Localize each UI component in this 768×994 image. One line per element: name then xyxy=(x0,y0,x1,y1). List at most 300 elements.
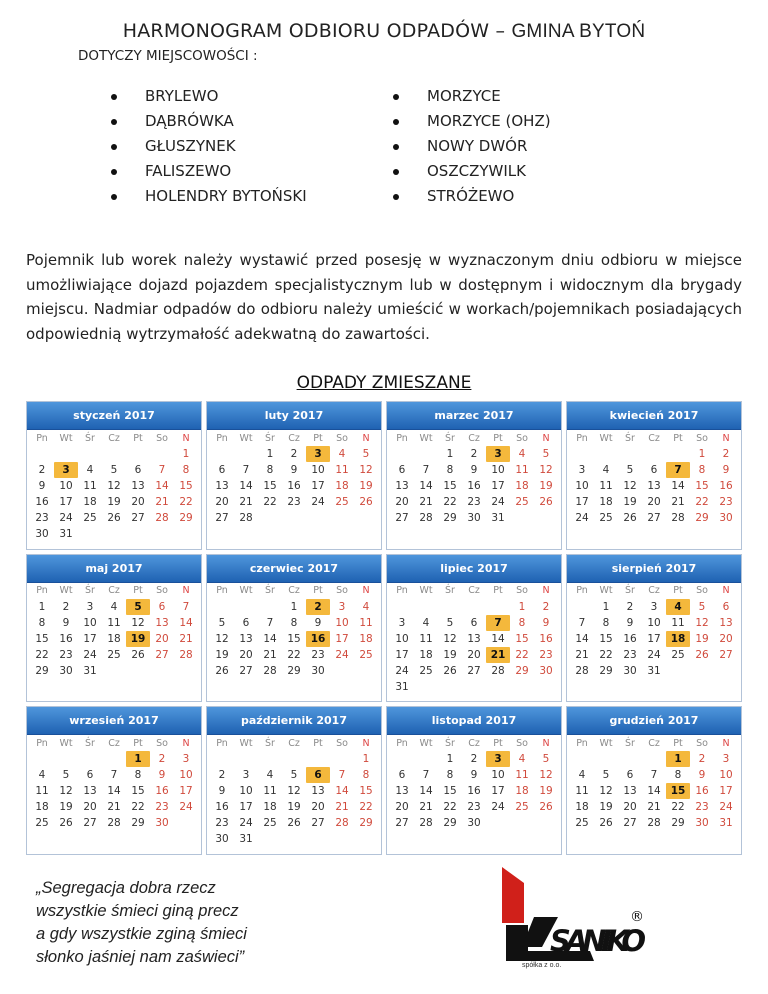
day-cell: 7 xyxy=(338,769,346,782)
day-cell: 6 xyxy=(650,464,658,476)
pickup-day: 5 xyxy=(126,599,150,615)
day-cell: 19 xyxy=(539,785,553,798)
weekday-label: Wt xyxy=(239,737,253,749)
weekday-label: Śr xyxy=(625,585,635,597)
day-cell: 21 xyxy=(419,801,433,814)
day-cell: 3 xyxy=(182,753,190,766)
day-cell: 27 xyxy=(155,648,169,661)
month-title: maj 2017 xyxy=(27,555,201,583)
day-cell: 17 xyxy=(179,785,193,798)
day-cell: 14 xyxy=(335,785,349,798)
weekday-label: Cz xyxy=(108,432,120,444)
day-cell: 5 xyxy=(542,448,550,460)
empty-cell xyxy=(150,446,174,462)
weekday-label: Śr xyxy=(265,432,275,444)
day-cell: 20 xyxy=(155,632,169,645)
day-cell: 23 xyxy=(59,648,73,661)
day-cell: 10 xyxy=(311,464,325,476)
day-cell: 15 xyxy=(515,632,529,645)
day-cell: 27 xyxy=(719,648,733,661)
day-cell: 16 xyxy=(35,496,49,508)
logo-red-flag-shape xyxy=(502,867,524,923)
day-cell: 26 xyxy=(287,817,301,830)
empty-cell xyxy=(258,751,282,767)
day-cell: 26 xyxy=(623,512,637,524)
empty-cell xyxy=(210,751,234,767)
pickup-day: 18 xyxy=(666,631,690,647)
day-cell: 30 xyxy=(539,664,553,677)
day-cell: 17 xyxy=(491,785,505,798)
day-cell: 17 xyxy=(83,632,97,645)
day-cell: 8 xyxy=(134,769,142,782)
day-cell: 31 xyxy=(239,833,253,846)
empty-cell xyxy=(594,446,618,462)
day-cell: 28 xyxy=(575,664,589,677)
weekday-label: N xyxy=(722,432,730,444)
weekday-label: So xyxy=(336,737,348,749)
day-cell: 3 xyxy=(650,600,658,613)
weekday-label: So xyxy=(696,432,708,444)
weekday-label: Śr xyxy=(265,737,275,749)
day-cell: 7 xyxy=(422,464,430,476)
day-grid xyxy=(207,599,381,679)
day-cell: 27 xyxy=(467,664,481,677)
day-grid xyxy=(387,446,561,526)
day-cell: 31 xyxy=(395,680,409,693)
day-cell: 18 xyxy=(335,480,349,492)
day-cell: 30 xyxy=(311,664,325,677)
weekday-label: So xyxy=(156,585,168,597)
month-title: sierpień 2017 xyxy=(567,555,741,583)
day-cell: 14 xyxy=(263,632,277,645)
day-cell: 19 xyxy=(443,648,457,661)
day-grid xyxy=(387,751,561,831)
day-cell: 22 xyxy=(599,648,613,661)
weekday-label: N xyxy=(722,585,730,597)
weekday-label: Śr xyxy=(445,737,455,749)
day-grid xyxy=(207,751,381,847)
day-cell: 17 xyxy=(575,496,589,508)
day-cell: 27 xyxy=(215,512,229,524)
pickup-day: 3 xyxy=(486,446,510,462)
day-grid xyxy=(567,599,741,679)
day-cell: 10 xyxy=(647,616,661,629)
day-cell: 10 xyxy=(491,464,505,476)
day-cell: 11 xyxy=(599,480,613,492)
pickup-day: 3 xyxy=(486,751,510,767)
day-cell: 28 xyxy=(671,512,685,524)
day-cell: 29 xyxy=(671,817,685,830)
title-main: HARMONOGRAM ODBIORU ODPADÓW – xyxy=(122,20,506,42)
weekday-label: Pt xyxy=(673,585,683,597)
day-cell: 12 xyxy=(695,616,709,629)
day-cell: 14 xyxy=(419,480,433,492)
day-cell: 19 xyxy=(539,480,553,492)
day-cell: 25 xyxy=(359,648,373,661)
pickup-day: 2 xyxy=(306,599,330,615)
day-cell: 13 xyxy=(131,480,145,492)
day-cell: 17 xyxy=(311,480,325,492)
day-cell: 2 xyxy=(722,448,730,460)
weekday-label: Pt xyxy=(313,432,323,444)
day-cell: 15 xyxy=(359,785,373,798)
day-cell: 4 xyxy=(578,769,586,782)
weekday-label: Pn xyxy=(36,432,48,444)
day-cell: 26 xyxy=(107,512,121,524)
day-cell: 16 xyxy=(287,480,301,492)
weekday-header xyxy=(387,735,561,751)
calendar-month xyxy=(206,401,382,550)
day-cell: 9 xyxy=(542,616,550,629)
day-cell: 7 xyxy=(182,600,190,613)
day-cell: 6 xyxy=(242,616,250,629)
day-cell: 21 xyxy=(107,801,121,814)
empty-cell xyxy=(414,446,438,462)
day-cell: 15 xyxy=(443,480,457,492)
day-cell: 25 xyxy=(35,817,49,830)
day-cell: 25 xyxy=(515,496,529,508)
day-cell: 11 xyxy=(515,464,529,476)
day-cell: 10 xyxy=(335,616,349,629)
day-cell: 16 xyxy=(623,632,637,645)
day-cell: 1 xyxy=(446,448,454,460)
day-cell: 24 xyxy=(179,801,193,814)
day-cell: 12 xyxy=(215,632,229,645)
day-cell: 25 xyxy=(263,817,277,830)
pickup-day: 1 xyxy=(666,751,690,767)
weekday-label: N xyxy=(362,737,370,749)
day-cell: 1 xyxy=(602,600,610,613)
day-cell: 8 xyxy=(446,464,454,476)
weekday-header xyxy=(27,583,201,599)
empty-cell xyxy=(54,446,78,462)
weekday-label: Cz xyxy=(648,737,660,749)
weekday-label: Śr xyxy=(445,432,455,444)
weekday-label: Pn xyxy=(576,585,588,597)
day-cell: 22 xyxy=(671,801,685,814)
day-cell: 26 xyxy=(131,648,145,661)
day-cell: 21 xyxy=(575,648,589,661)
day-cell: 5 xyxy=(446,616,454,629)
day-cell: 24 xyxy=(239,817,253,830)
day-cell: 26 xyxy=(59,817,73,830)
day-cell: 5 xyxy=(362,448,370,460)
day-cell: 30 xyxy=(155,817,169,830)
day-cell: 14 xyxy=(155,480,169,492)
day-cell: 12 xyxy=(599,785,613,798)
day-cell: 14 xyxy=(491,632,505,645)
weekday-label: Śr xyxy=(625,737,635,749)
month-title: marzec 2017 xyxy=(387,402,561,430)
day-cell: 3 xyxy=(578,464,586,476)
day-cell: 17 xyxy=(239,801,253,814)
calendar-month xyxy=(566,401,742,550)
day-cell: 9 xyxy=(218,785,226,798)
day-cell: 23 xyxy=(719,496,733,508)
day-cell: 12 xyxy=(107,480,121,492)
location-item: DĄBRÓWKA xyxy=(111,109,307,134)
pickup-day: 7 xyxy=(486,615,510,631)
day-cell: 26 xyxy=(539,496,553,508)
locations-list-right xyxy=(393,84,551,209)
day-cell: 21 xyxy=(239,496,253,508)
day-cell: 16 xyxy=(467,480,481,492)
quote-line: wszystkie śmieci giną precz xyxy=(36,902,239,920)
day-cell: 5 xyxy=(602,769,610,782)
calendar-month xyxy=(566,706,742,855)
empty-cell xyxy=(642,751,666,767)
weekday-header xyxy=(207,583,381,599)
weekday-label: Pn xyxy=(216,432,228,444)
day-cell: 6 xyxy=(398,769,406,782)
day-cell: 27 xyxy=(647,512,661,524)
day-cell: 19 xyxy=(359,480,373,492)
day-cell: 18 xyxy=(515,480,529,492)
day-cell: 17 xyxy=(491,480,505,492)
day-cell: 22 xyxy=(443,496,457,508)
day-cell: 8 xyxy=(674,769,682,782)
day-cell: 11 xyxy=(359,616,373,629)
day-cell: 20 xyxy=(311,801,325,814)
empty-cell xyxy=(330,751,354,767)
day-cell: 11 xyxy=(35,785,49,798)
day-cell: 13 xyxy=(311,785,325,798)
day-cell: 6 xyxy=(86,769,94,782)
day-cell: 25 xyxy=(515,801,529,814)
day-cell: 8 xyxy=(362,769,370,782)
day-cell: 1 xyxy=(182,448,190,460)
day-cell: 2 xyxy=(218,769,226,782)
weekday-label: Śr xyxy=(445,585,455,597)
weekday-label: So xyxy=(516,737,528,749)
calendar-month xyxy=(206,554,382,703)
pickup-day: 16 xyxy=(306,631,330,647)
weekday-label: So xyxy=(516,432,528,444)
day-grid xyxy=(27,599,201,679)
day-cell: 15 xyxy=(695,480,709,492)
weekday-label: N xyxy=(722,737,730,749)
day-cell: 25 xyxy=(83,512,97,524)
day-cell: 31 xyxy=(719,817,733,830)
day-cell: 22 xyxy=(263,496,277,508)
day-cell: 10 xyxy=(395,632,409,645)
day-cell: 17 xyxy=(719,785,733,798)
day-cell: 9 xyxy=(38,480,46,492)
day-cell: 30 xyxy=(59,664,73,677)
day-cell: 18 xyxy=(263,801,277,814)
month-title: październik 2017 xyxy=(207,707,381,735)
day-cell: 26 xyxy=(215,664,229,677)
day-cell: 9 xyxy=(290,464,298,476)
day-cell: 15 xyxy=(443,785,457,798)
weekday-label: Cz xyxy=(288,432,300,444)
day-cell: 1 xyxy=(266,448,274,460)
day-cell: 20 xyxy=(83,801,97,814)
day-cell: 10 xyxy=(491,769,505,782)
day-cell: 6 xyxy=(134,464,142,476)
location-item: MORZYCE xyxy=(393,84,551,109)
day-cell: 15 xyxy=(179,480,193,492)
section-title: ODPADY ZMIESZANE xyxy=(296,373,472,393)
day-cell: 3 xyxy=(722,753,730,766)
locations-list-left xyxy=(111,84,307,209)
day-cell: 13 xyxy=(155,616,169,629)
weekday-label: N xyxy=(182,432,190,444)
day-cell: 29 xyxy=(179,512,193,524)
day-cell: 12 xyxy=(539,769,553,782)
day-cell: 10 xyxy=(575,480,589,492)
day-cell: 25 xyxy=(599,512,613,524)
day-cell: 4 xyxy=(110,600,118,613)
day-grid xyxy=(207,446,381,526)
month-title: grudzień 2017 xyxy=(567,707,741,735)
empty-cell xyxy=(54,751,78,767)
day-cell: 25 xyxy=(671,648,685,661)
day-cell: 19 xyxy=(287,801,301,814)
month-title: czerwiec 2017 xyxy=(207,555,381,583)
day-cell: 27 xyxy=(131,512,145,524)
day-cell: 21 xyxy=(647,801,661,814)
day-cell: 2 xyxy=(698,753,706,766)
day-cell: 30 xyxy=(623,664,637,677)
day-cell: 11 xyxy=(263,785,277,798)
weekday-label: Wt xyxy=(239,432,253,444)
calendar-month xyxy=(386,706,562,855)
weekday-header xyxy=(387,430,561,446)
day-cell: 15 xyxy=(35,632,49,645)
weekday-label: So xyxy=(696,585,708,597)
day-cell: 16 xyxy=(467,785,481,798)
day-cell: 14 xyxy=(107,785,121,798)
weekday-label: Pn xyxy=(396,585,408,597)
pickup-day: 3 xyxy=(306,446,330,462)
day-cell: 5 xyxy=(290,769,298,782)
day-cell: 9 xyxy=(626,616,634,629)
weekday-label: So xyxy=(516,585,528,597)
weekday-label: N xyxy=(182,737,190,749)
day-cell: 27 xyxy=(311,817,325,830)
day-cell: 24 xyxy=(311,496,325,508)
weekday-label: Cz xyxy=(468,585,480,597)
empty-cell xyxy=(414,599,438,615)
day-cell: 1 xyxy=(698,448,706,460)
weekday-label: Cz xyxy=(288,737,300,749)
location-item: MORZYCE (OHZ) xyxy=(393,109,551,134)
weekday-label: So xyxy=(336,432,348,444)
day-cell: 1 xyxy=(38,600,46,613)
empty-cell xyxy=(30,446,54,462)
day-cell: 6 xyxy=(218,464,226,476)
day-cell: 24 xyxy=(491,496,505,508)
day-cell: 24 xyxy=(491,801,505,814)
logo-wordmark: SANIKO xyxy=(550,924,646,958)
day-cell: 12 xyxy=(287,785,301,798)
day-cell: 30 xyxy=(695,817,709,830)
day-cell: 26 xyxy=(359,496,373,508)
day-cell: 22 xyxy=(131,801,145,814)
day-cell: 7 xyxy=(158,464,166,476)
weekday-label: Pt xyxy=(313,585,323,597)
day-cell: 9 xyxy=(470,464,478,476)
weekday-label: So xyxy=(156,432,168,444)
day-cell: 14 xyxy=(419,785,433,798)
slogan-quote xyxy=(36,877,247,969)
empty-cell xyxy=(78,446,102,462)
day-cell: 22 xyxy=(515,648,529,661)
empty-cell xyxy=(282,751,306,767)
day-cell: 23 xyxy=(311,648,325,661)
empty-cell xyxy=(414,751,438,767)
weekday-label: N xyxy=(542,432,550,444)
day-cell: 9 xyxy=(62,616,70,629)
weekday-header xyxy=(207,735,381,751)
day-cell: 26 xyxy=(695,648,709,661)
day-cell: 23 xyxy=(539,648,553,661)
pickup-day: 15 xyxy=(666,783,690,799)
weekday-header xyxy=(207,430,381,446)
calendar-month xyxy=(386,554,562,703)
day-cell: 11 xyxy=(107,616,121,629)
empty-cell xyxy=(570,446,594,462)
day-cell: 16 xyxy=(719,480,733,492)
weekday-label: N xyxy=(542,585,550,597)
empty-cell xyxy=(642,446,666,462)
day-cell: 7 xyxy=(110,769,118,782)
day-cell: 28 xyxy=(155,512,169,524)
day-cell: 20 xyxy=(395,496,409,508)
day-cell: 4 xyxy=(422,616,430,629)
weekday-label: Pt xyxy=(133,585,143,597)
weekday-label: Wt xyxy=(419,737,433,749)
day-cell: 10 xyxy=(719,769,733,782)
day-cell: 27 xyxy=(239,664,253,677)
weekday-label: Pt xyxy=(673,737,683,749)
weekday-label: Cz xyxy=(648,432,660,444)
day-cell: 21 xyxy=(179,632,193,645)
day-cell: 29 xyxy=(35,664,49,677)
pickup-day: 3 xyxy=(54,462,78,478)
day-cell: 2 xyxy=(626,600,634,613)
day-cell: 3 xyxy=(398,616,406,629)
weekday-label: Pn xyxy=(396,737,408,749)
weekday-label: So xyxy=(336,585,348,597)
day-cell: 14 xyxy=(179,616,193,629)
day-cell: 22 xyxy=(695,496,709,508)
day-cell: 7 xyxy=(242,464,250,476)
day-grid xyxy=(567,751,741,831)
location-item: BRYLEWO xyxy=(111,84,307,109)
weekday-header xyxy=(567,430,741,446)
empty-cell xyxy=(234,446,258,462)
day-cell: 20 xyxy=(467,648,481,661)
empty-cell xyxy=(390,599,414,615)
day-grid xyxy=(27,751,201,831)
day-cell: 29 xyxy=(443,817,457,830)
day-cell: 24 xyxy=(647,648,661,661)
day-cell: 8 xyxy=(38,616,46,629)
empty-cell xyxy=(666,446,690,462)
weekday-label: Wt xyxy=(419,585,433,597)
pickup-day: 19 xyxy=(126,631,150,647)
day-cell: 22 xyxy=(179,496,193,508)
day-cell: 10 xyxy=(83,616,97,629)
empty-cell xyxy=(102,751,126,767)
calendar-month xyxy=(26,706,202,855)
pickup-day: 4 xyxy=(666,599,690,615)
day-cell: 29 xyxy=(443,512,457,524)
day-cell: 5 xyxy=(218,616,226,629)
weekday-label: Pn xyxy=(216,737,228,749)
